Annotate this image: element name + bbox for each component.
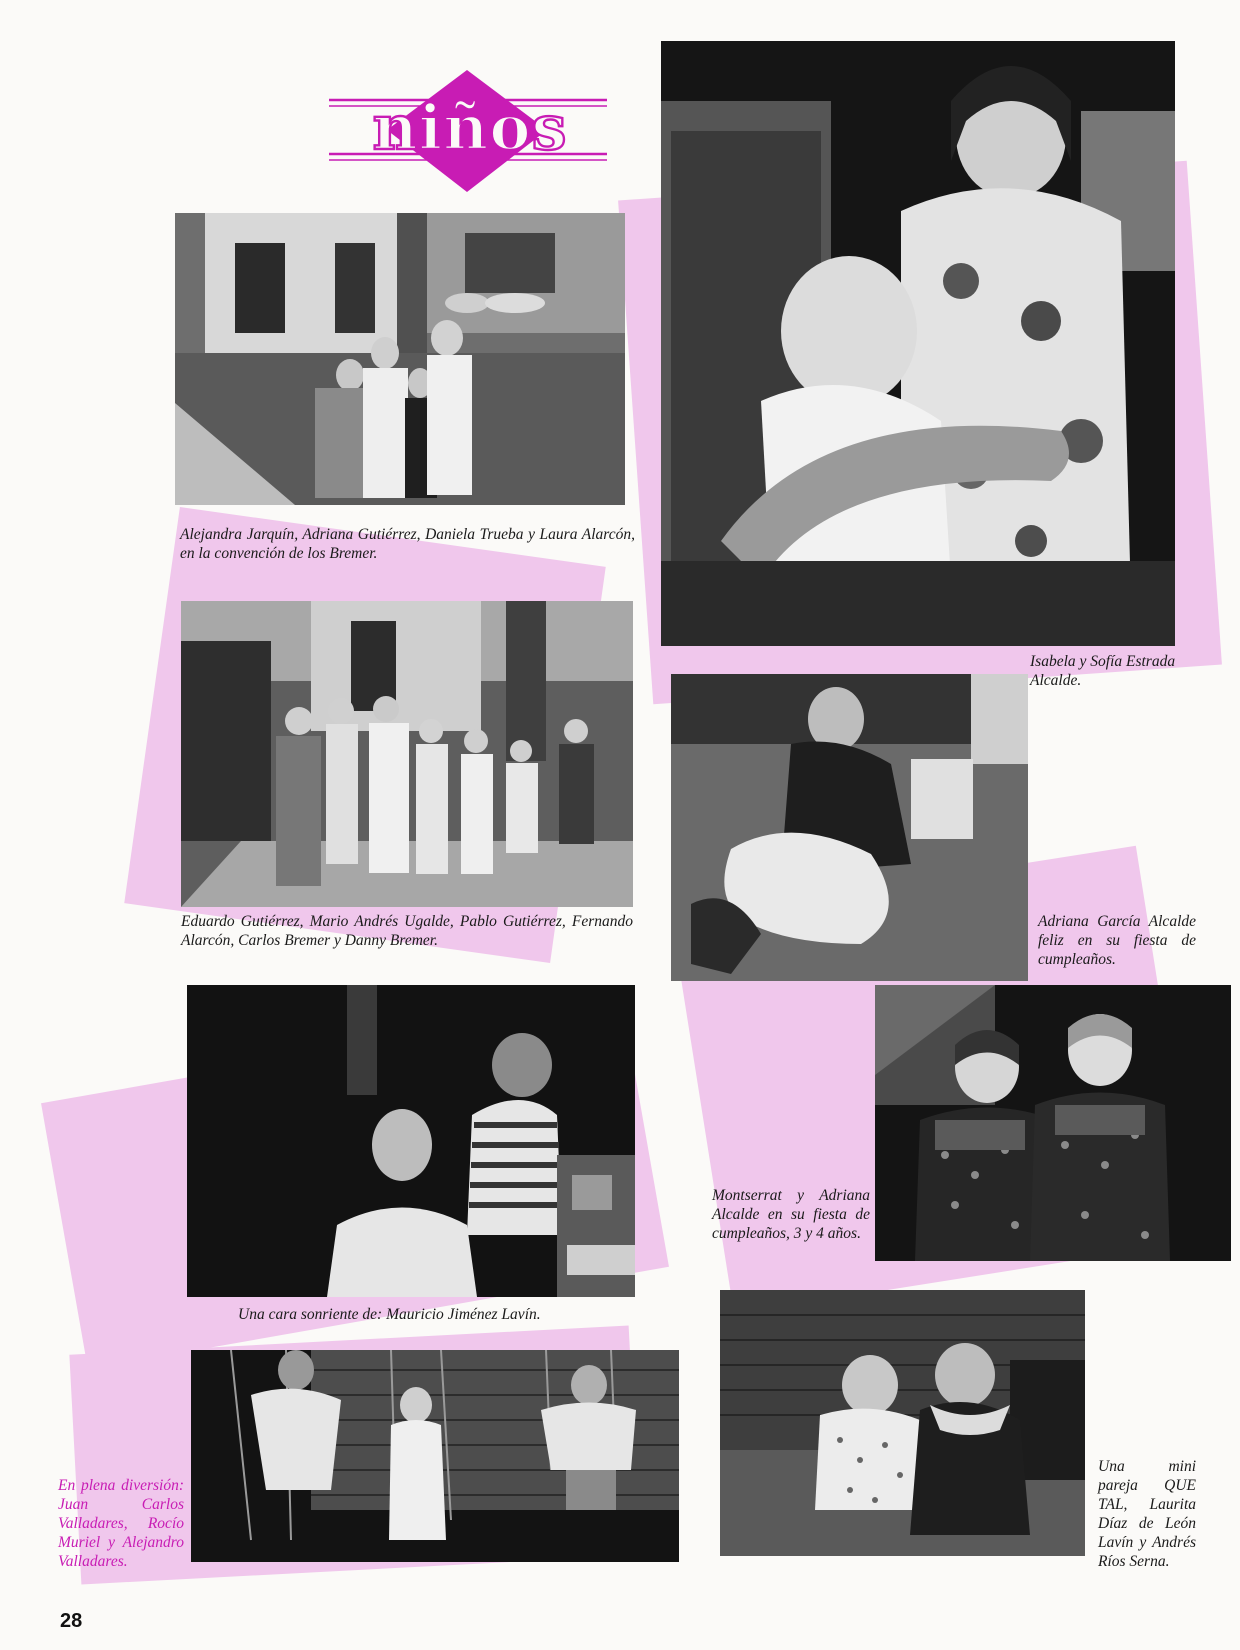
photo-swings <box>191 1350 679 1562</box>
photo-mauricio <box>187 985 635 1297</box>
page-number: 28 <box>60 1610 83 1632</box>
caption-boys-group: Eduardo Gutiérrez, Mario Andrés Ugalde, Pablo Gutiérrez, Fernando Alarcón, Carlos Bremer y Danny Bremer. <box>181 913 633 949</box>
caption-mauricio: Una cara sonriente de: Mauricio Jiménez Lavín. <box>238 1306 541 1323</box>
photo-montserrat-adriana <box>875 985 1231 1261</box>
section-title-logo <box>325 68 615 198</box>
caption-baby-and-girl: Isabela y Sofía Estrada Alcalde. <box>1030 653 1176 689</box>
photo-girls-garden <box>175 213 625 505</box>
caption-mini-couple: Una mini pareja QUE TAL, Laurita Díaz de León Lavín y Andrés Ríos Serna. <box>1098 1458 1196 1570</box>
caption-girls-garden: Alejandra Jarquín, Adriana Gutiérrez, Daniela Trueba y Laura Alarcón, en la convención de los Bremer. <box>180 526 635 562</box>
photo-baby-and-girl <box>661 41 1175 646</box>
caption-montserrat-adriana: Montserrat y Adriana Alcalde en su fiesta de cumpleaños, 3 y 4 años. <box>712 1187 870 1242</box>
caption-swings: En plena diversión: Juan Carlos Valladares, Rocío Muriel y Alejandro Valladares. <box>58 1477 184 1570</box>
caption-girl-with-gift: Adriana García Alcalde feliz en su fiesta de cumpleaños. <box>1038 913 1196 968</box>
section-title: niños <box>372 91 568 164</box>
photo-boys-group <box>181 601 633 907</box>
photo-girl-with-gift <box>671 674 1028 981</box>
photo-mini-couple <box>720 1290 1085 1556</box>
